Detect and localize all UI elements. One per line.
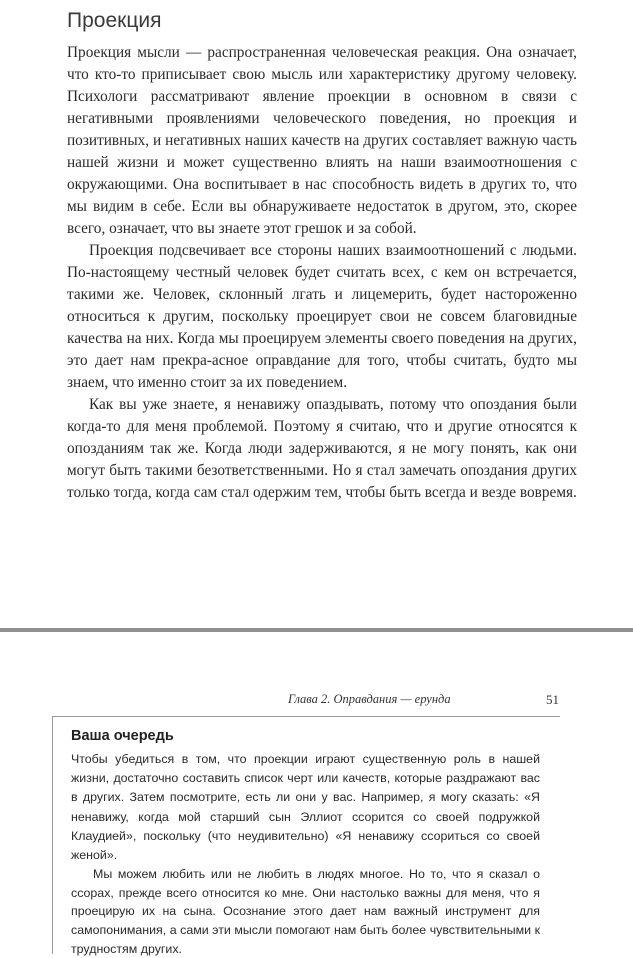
body-text [67,42,577,504]
sidebar-paragraph: Мы можем любить или не любить в людях многое. Но то, что я сказал о ссорах, прежде всего относится ко мне. Они настолько важны для меня, что я проецирую их на сына. Осознание этого дает нам важный инструмент для самопонимания, а сами эти мысли помогают нам быть более чувствительными к трудностям других. [71,867,540,956]
chapter-title: Глава 2. Оправдания — ерунда [288,692,451,706]
paragraph: Проекция подсвечивает все стороны наших взаимоотношений с людьми. По-настоящему честный человек будет считать всех, с кем он встречается, такими же. Человек, склонный лгать и лицемерить, будет настороженно относиться к другим, поскольку проецирует свои не совсем благовидные качества на них. Когда мы проецируем элементы своего поведения на других, это дает нам прекра-асное оправдание для того, чтобы считать, будто мы знаем, что именно стоит за их поведением. [67,242,577,391]
paragraph: Как вы уже знаете, я ненавижу опаздывать, потому что опоздания были когда-то для меня проблемой. Поэтому я считаю, что и другие относятся к опозданиям так же. Когда люди задерживаются, я не могу понять, как они могут быть такими безответственными. Но я стал замечать опоздания других только тогда, когда сам стал одержим тем, чтобы быть всегда и везде вовремя. [67,396,577,501]
header-rule [52,716,560,717]
sidebar-box [71,728,540,958]
sidebar-paragraph: Чтобы убедиться в том, что проекции играют существенную роль в нашей жизни, достаточно составить список черт или качеств, которые раздражают вас в других. Затем посмотрите, есть ли они у вас. Например, я могу сказать: «Я ненавижу, когда мой старший сын Эллиот ссорится со своей подружкой Клаудией», поскольку (что неудивительно) «Я ненавижу ссориться со своей женой». [71,752,540,863]
sidebar-border [52,716,53,954]
page-number: 51 [546,692,559,707]
paragraph: Проекция мысли — распространенная человеческая реакция. Она означает, что кто-то приписывает свою мысль или характеристику другому человеку. Психологи рассматривают явление проекции в основном в связи с негативными проявлениями человеческого поведения, но проекция и позитивных, и негативных наших качеств на других составляет важную часть нашей жизни и может существенно влиять на наши взаимоотношения с окружающими. Она воспитывает в нас способность видеть в других то, что мы видим в себе. Если вы обнаруживаете недостаток в другом, это, скорее всего, означает, что вы знаете этот грешок и за собой. [67,44,577,237]
sidebar-title: Ваша очередь [71,728,174,744]
section-heading: Проекция [67,9,162,32]
running-head [0,692,633,710]
